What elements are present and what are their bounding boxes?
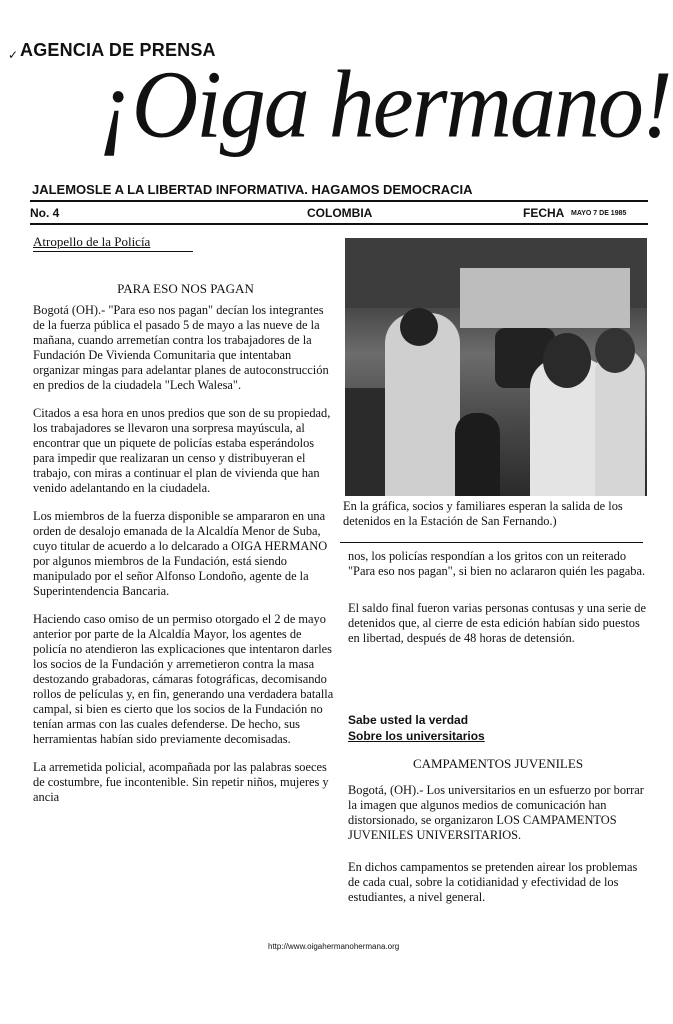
- article2-section-line2: Sobre los universitarios: [348, 729, 485, 743]
- footer-url[interactable]: http://www.oigahermanohermana.org: [268, 942, 400, 951]
- article2-paragraph: Bogotá, (OH).- Los universitarios en un esfuerzo por borrar la imagen que algunos medios de comunicación han distorsionado, se organizaron LOS CAMPAMENTOS JUVENILES UNIVERSITARIOS.: [348, 783, 644, 842]
- continuation-paragraph: nos, los policías respondían a los gritos con un reiterado "Para eso nos pagan", si bien no aclararon quién les pagaba.: [348, 549, 646, 578]
- article2-headline: CAMPAMENTOS JUVENILES: [412, 756, 584, 771]
- issue-number: No. 4: [30, 206, 60, 220]
- news-photo: [345, 238, 647, 496]
- photo-caption: En la gráfica, socios y familiares esperan la salida de los detenidos en la Estación de San Fernando.): [343, 499, 623, 528]
- agency-label: AGENCIA DE PRENSA: [20, 40, 216, 60]
- article2-section-line1: Sabe usted la verdad: [348, 713, 469, 727]
- fecha-value: MAYO 7 DE 1985: [571, 210, 627, 217]
- article1-paragraph: Citados a esa hora en unos predios que son de su propiedad, los trabajadores se llevaron una sorpresa mayúscula, al encontrar que un piquete de policías estaba esperándolos para impedir que realizaran un censo y distribuyeran el trabajo, con miras a continuar el plan de vivienda que han venido adelantando en la ciudadela.: [33, 406, 331, 495]
- motto: JALEMOSLE A LA LIBERTAD INFORMATIVA. HAGAMOS DEMOCRACIA: [32, 182, 473, 197]
- masthead-rule-top: [30, 200, 648, 202]
- article1-section: Atropello de la Policía: [33, 234, 151, 249]
- article1-continuation: [348, 549, 648, 659]
- article1-body: [33, 303, 338, 818]
- continuation-paragraph: El saldo final fueron varias personas contusas y una serie de detenidos que, al cierre de esta edición habían sido puestos en libertad, después de 48 horas de detensión.: [348, 601, 646, 645]
- masthead-rule-bottom: [30, 223, 648, 225]
- fecha-label: FECHA: [523, 206, 565, 220]
- article1-paragraph: Bogotá (OH).- "Para eso nos pagan" decían los integrantes de la fuerza pública el pasado 5 de mayo a las nueve de la mañana, cuando arremetían contra los trabajadores de la Fundación De Vivienda Comunitaria que intentaban organizar mingas para adelantar planes de autoconstrucción en predios de la ciudadela "Lech Walesa".: [33, 303, 329, 392]
- article1-headline: PARA ESO NOS PAGAN: [117, 281, 254, 296]
- article1-paragraph: Los miembros de la fuerza disponible se ampararon en una orden de desalojo emanada de la Alcaldía Menor de Suba, cuyo titular de acuerdo a lo delcarado a OIGA HERMANO por algunos miembros de la Fundación, está siendo manipulado por el señor Alfonso Londoño, agente de la Superintendencia Bancaria.: [33, 509, 328, 598]
- article2-paragraph: En dichos campamentos se pretenden airear los problemas de cada cual, sobre la cotidianidad y efectividad de los estudiantes, a nivel general.: [348, 860, 638, 904]
- article1-paragraph: Haciendo caso omiso de un permiso otorgado el 2 de mayo anterior por parte de la Alcaldía Mayor, los agentes de policía no atendieron las explicaciones que intentaron darles los socios de la Fundación y arremetieron contra la masa destozando grabadoras, cámaras fotográficas, decomisando rollos de películas y, en fin, generando una verdadera batalla campal, si bien es cierto que los socios de la Fundación no tenían armas con las cuales defenderse. De hecho, sus herramientas habían sido previamente decomisadas.: [33, 612, 334, 746]
- caption-rule: [340, 542, 643, 543]
- corner-mark-icon: ✓: [8, 48, 19, 62]
- article1-paragraph: La arremetida policial, acompañada por las palabras soeces de costumbre, fue incontenible. Sin repetir niños, mujeres y ancia: [33, 760, 329, 804]
- newspaper-title: ¡Oiga hermano!: [98, 50, 671, 158]
- country-label: COLOMBIA: [307, 206, 373, 220]
- article2-body: [348, 783, 648, 918]
- section-underline: [33, 251, 193, 252]
